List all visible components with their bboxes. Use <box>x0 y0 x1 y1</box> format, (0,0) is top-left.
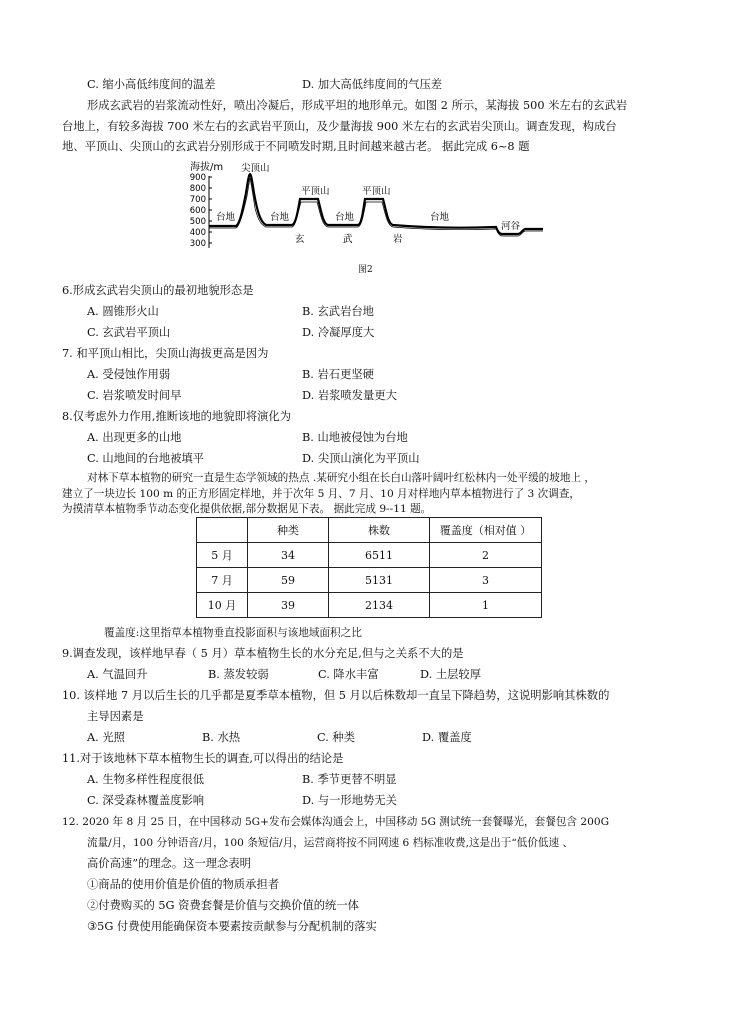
statement-item: ②付费购买的 5G 资费套餐是价值与交换价值的统一体 <box>87 899 359 912</box>
figure-caption: 图2 <box>358 265 373 275</box>
question-stem: 高价高速”的理念。这一理念表明 <box>87 857 251 870</box>
table-header: 覆盖度（相对值 ） <box>430 518 542 543</box>
passage1-line: 形成玄武岩的岩浆流动性好，喷出冷凝后，形成平坦的地形单元。如图 2 所示，某海拔 500 米左右的玄武岩 <box>87 99 628 112</box>
option-a: A. 光照 <box>87 731 125 744</box>
table-cell: 10 月 <box>197 593 248 618</box>
option-d: D. 岩浆喷发量更大 <box>302 389 397 402</box>
option-d: D. 冷凝厚度大 <box>302 326 375 339</box>
table-cell: 2 <box>430 543 542 568</box>
table-cell: 5 月 <box>197 543 248 568</box>
table-cell: 34 <box>248 543 329 568</box>
table-row <box>197 543 542 568</box>
plateau-label: 台地 <box>270 212 290 223</box>
table-cell: 6511 <box>329 543 430 568</box>
statement-item: ①商品的使用价值是价值的物质承担者 <box>87 878 280 891</box>
option-c: C. 山地间的台地被填平 <box>87 452 205 465</box>
option-a: A. 受侵蚀作用弱 <box>87 368 171 381</box>
statement-item: ③5G 付费使用能确保资本要素按贡献参与分配机制的落实 <box>87 920 377 933</box>
passage2-line: 为摸清草本植物季节动态变化提供依据,部分数据见下表。 据此完成 9--11 题。 <box>62 503 432 515</box>
table-cell: 3 <box>430 568 542 593</box>
option-b: B. 山地被侵蚀为台地 <box>302 431 408 444</box>
table-header: 株数 <box>329 518 430 543</box>
table-note: 覆盖度:这里指草本植物垂直投影面积与该地域面积之比 <box>104 627 362 639</box>
rock-char: 武 <box>343 234 353 245</box>
option-b: B. 蒸发较弱 <box>208 668 269 681</box>
option-d: D. 尖顶山演化为平顶山 <box>302 452 420 465</box>
table-cell: 59 <box>248 568 329 593</box>
option-c: C. 深受森林覆盖度影响 <box>87 794 205 807</box>
question-stem: 流量/月，100 分钟语音/月，100 条短信/月，运营商将按不同网速 6 档标准收费,这是出于“低价低速 、 <box>87 837 574 849</box>
y-tick: 300 <box>189 239 206 249</box>
survey-data-table <box>196 517 542 618</box>
option-c: C. 缩小高低纬度间的温差 <box>87 78 216 91</box>
passage1-line: 地、平顶山、尖顶山的玄武岩分别形成于不同喷发时期,且时间越来越古老。 据此完成 6~8 题 <box>62 140 530 153</box>
option-a: A. 圆锥形火山 <box>87 305 159 318</box>
option-c: C. 岩浆喷发时间早 <box>87 389 182 402</box>
table-header <box>197 518 248 543</box>
mesa-label: 平顶山 <box>301 186 330 197</box>
question-stem: 7. 和平顶山相比，尖顶山海拔更高是因为 <box>62 347 269 360</box>
option-c: C. 降水丰富 <box>318 668 379 681</box>
option-c: C. 种类 <box>317 731 356 744</box>
y-tick: 500 <box>189 217 206 227</box>
option-b: B. 水热 <box>202 731 241 744</box>
y-tick: 700 <box>189 195 206 205</box>
option-b: B. 季节更替不明显 <box>302 773 397 786</box>
valley-label: 河谷 <box>501 221 521 232</box>
question-stem: 10. 该样地 7 月以后生长的几乎都是夏季草本植物，但 5 月以后株数却一直呈下降趋势，这说明影响其株数的 <box>62 689 610 702</box>
y-tick: 600 <box>189 206 206 216</box>
terrain-profile-figure <box>188 158 548 258</box>
option-b: B. 岩石更坚硬 <box>302 368 374 381</box>
table-cell: 39 <box>248 593 329 618</box>
rock-char: 岩 <box>393 234 403 245</box>
table-cell: 7 月 <box>197 568 248 593</box>
option-d: D. 与一形地势无关 <box>302 794 397 807</box>
option-c: C. 玄武岩平顶山 <box>87 326 171 339</box>
table-header-row <box>197 518 542 543</box>
table-cell: 5131 <box>329 568 430 593</box>
peak-label: 尖顶山 <box>241 163 270 174</box>
passage1-line: 台地上，有较多海拔 700 米左右的玄武岩平顶山，及少量海拔 900 米左右的玄武岩尖顶山。调查发现，构成台 <box>62 120 617 133</box>
question-stem: 9.调查发现，该样地早春（ 5 月）草本植物生长的水分充足,但与之关系不大的是 <box>62 647 464 660</box>
option-d: D. 加大高低纬度间的气压差 <box>302 78 443 91</box>
plateau-label: 台地 <box>216 212 236 223</box>
terrain-surface-line <box>209 174 543 234</box>
question-stem: 11.对于该地林下草本植物生长的调查,可以得出的结论是 <box>62 752 344 765</box>
question-stem: 12. 2020 年 8 月 25 日，在中国移动 5G+发布会媒体沟通会上，中国移动 5G 测试统一套餐曝光，套餐包含 200G <box>62 816 610 828</box>
question-stem: 主导因素是 <box>87 710 144 723</box>
option-a: A. 出现更多的山地 <box>87 431 182 444</box>
y-tick: 900 <box>189 173 206 183</box>
option-d: D. 土层较厚 <box>420 668 482 681</box>
table-row <box>197 593 542 618</box>
passage2-line: 对林下草本植物的研究一直是生态学领域的热点 .某研究小组在长白山落叶阔叶红松林内一处平缓的坡地上 ， <box>87 472 596 484</box>
rock-char: 玄 <box>295 234 305 245</box>
question-stem: 8.仅考虑外力作用,推断该地的地貌即将演化为 <box>62 410 292 423</box>
mesa-label: 平顶山 <box>362 186 391 197</box>
table-cell: 2134 <box>329 593 430 618</box>
y-tick: 400 <box>189 228 206 238</box>
passage2-line: 建立了一块边长 100 m 的正方形固定样地，并于次年 5 月、7 月、10 月对样地内草本植物进行了 3 次调查， <box>62 488 581 500</box>
option-a: A. 气温回升 <box>87 668 148 681</box>
table-header: 种类 <box>248 518 329 543</box>
option-a: A. 生物多样性程度很低 <box>87 773 205 786</box>
table-row <box>197 568 542 593</box>
plateau-label: 台地 <box>335 212 355 223</box>
option-d: D. 覆盖度 <box>422 731 472 744</box>
question-stem: 6.形成玄武岩尖顶山的最初地貌形态是 <box>62 284 254 297</box>
y-tick: 800 <box>189 184 206 194</box>
y-axis-label: 海拔/m <box>190 162 224 173</box>
table-cell: 1 <box>430 593 542 618</box>
option-b: B. 玄武岩台地 <box>302 305 374 318</box>
plateau-label: 台地 <box>430 212 450 223</box>
